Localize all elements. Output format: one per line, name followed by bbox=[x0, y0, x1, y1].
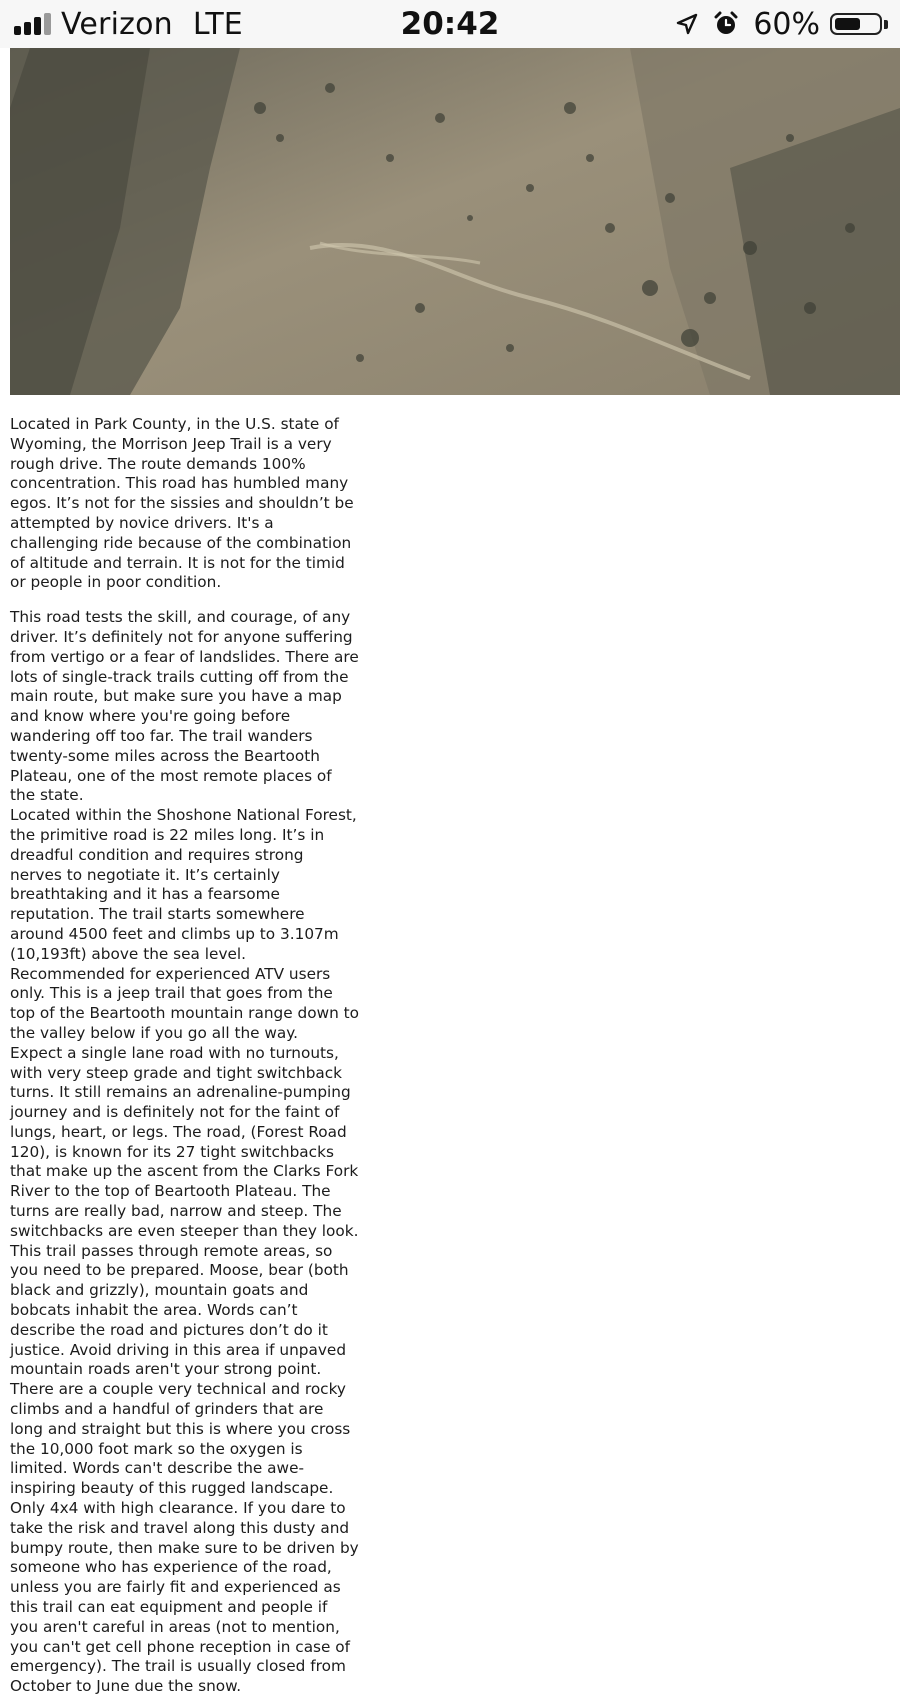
signal-icon bbox=[14, 13, 51, 35]
battery-nub bbox=[884, 20, 888, 29]
alarm-clock-icon bbox=[713, 11, 739, 37]
status-left bbox=[14, 0, 243, 48]
article-paragraph: Located in Park County, in the U.S. state of Wyoming, the Morrison Jeep Trail is a very rough drive. The route demands 100% concentration. This road has humbled many egos. It’s not for the sissies and shouldn’t be attempted by novice drivers. It's a challenging ride because of the combination of altitude and terrain. It is not for the timid or people in poor condition. bbox=[10, 415, 354, 592]
network-type: LTE bbox=[192, 6, 243, 42]
carrier-name: Verizon bbox=[61, 6, 173, 42]
location-arrow-icon bbox=[675, 12, 699, 36]
status-time: 20:42 bbox=[400, 6, 500, 42]
article-paragraph: Located within the Shoshone National Forest, the primitive road is 22 miles long. It’s in dreadful condition and requires strong nerves to negotiate it. It’s certainly breathtaking and it has a fearsome reputation. The trail starts somewhere around 4500 feet and climbs up to 3.107m (10,193ft) above the sea level. Recommended for experienced ATV users only. This is a jeep trail that goes from the top of the Beartooth mountain range down to the valley below if you go all the way. bbox=[10, 806, 360, 1042]
article-body bbox=[10, 415, 360, 1697]
mountain-slope-image bbox=[10, 48, 900, 395]
article-paragraph: Expect a single lane road with no turnouts, with very steep grade and tight switchback turns. It still remains an adrenaline-pumping journey and is definitely not for the faint of lungs, heart, or legs. The road, (Forest Road 120), is known for its 27 tight switchbacks that make up the ascent from the Clarks Fork River to the top of Beartooth Plateau. The turns are really bad, narrow and steep. The switchbacks are even steeper than they look. bbox=[10, 1043, 359, 1240]
article-paragraph: This road tests the skill, and courage, of any driver. It’s definitely not for anyone suffering from vertigo or a fear of landslides. There are lots of single-track trails cutting off from the main route, but make sure you have a map and know where you're going before wandering off too far. The trail wanders twenty-some miles across the Beartooth Plateau, one of the most remote places of the state. bbox=[10, 608, 359, 805]
article-paragraph: This trail passes through remote areas, so you need to be prepared. Moose, bear (both black and grizzly), mountain goats and bobcats inhabit the area. Words can’t describe the road and pictures don’t do it justice. Avoid driving in this area if unpaved mountain roads aren't your strong point. There are a couple very technical and rocky climbs and a handful of grinders that are long and straight but this is where you cross the 10,000 foot mark so the oxygen is limited. Words can't describe the awe-inspiring beauty of this rugged landscape. Only 4x4 with high clearance. If you dare to take the risk and travel along this dusty and bumpy route, then make sure to be driven by someone who has experience of the road, unless you are fairly fit and experienced as this trail can eat equipment and people if you aren't careful in areas (not to mention, you can't get cell phone reception in case of emergency). The trail is usually closed from October to June due the snow. bbox=[10, 1241, 359, 1696]
status-bar bbox=[0, 0, 900, 48]
battery-fill bbox=[835, 18, 860, 30]
battery-percent: 60% bbox=[753, 6, 820, 42]
battery-icon bbox=[830, 13, 882, 35]
hero-image bbox=[10, 48, 900, 395]
status-right bbox=[675, 0, 888, 48]
